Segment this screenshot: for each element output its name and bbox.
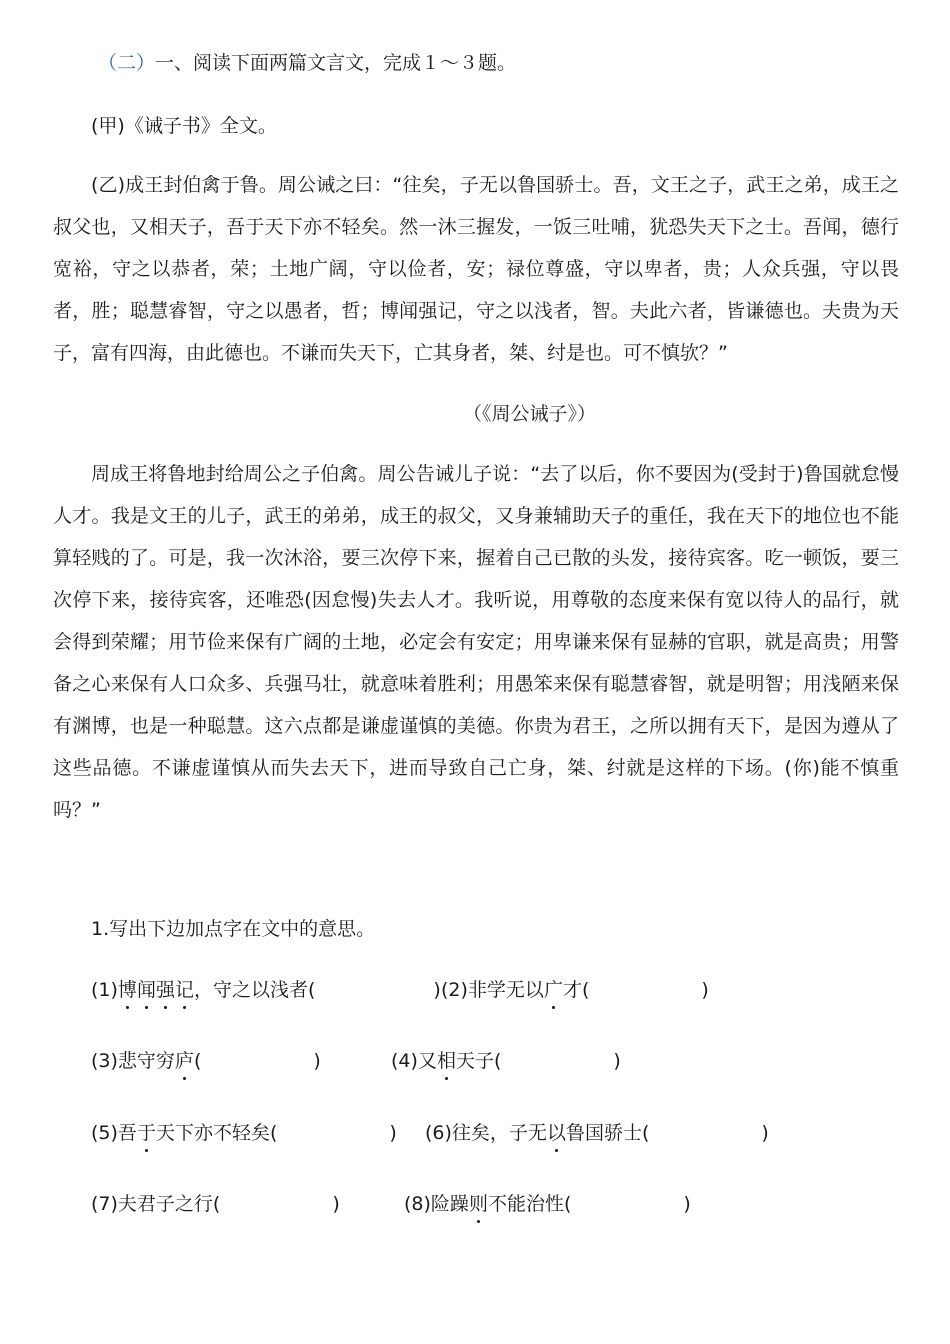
- item-number: (3): [91, 1050, 118, 1072]
- dotted-chars: [544, 979, 563, 1001]
- dotted-chars: [547, 1122, 566, 1144]
- dotted-chars: [137, 1122, 156, 1144]
- question-item: (3)悲守穷庐( ): [91, 1050, 321, 1072]
- source-citation: （《周公诫子》）: [463, 403, 597, 425]
- dotted-char: 于: [136, 1122, 156, 1144]
- item-number: (2): [441, 979, 468, 1001]
- question-title: 1.写出下边加点字在文中的意思。: [91, 918, 376, 940]
- section-heading: [98, 50, 516, 76]
- dotted-char: 以: [546, 1122, 566, 1144]
- dotted-char: 记: [174, 979, 194, 1001]
- item-number: (8): [404, 1193, 431, 1215]
- item-number: (7): [91, 1193, 118, 1215]
- section-tag: （二）: [98, 52, 156, 74]
- dotted-char: 相: [436, 1050, 456, 1072]
- question-item: (7)夫君子之行( ): [91, 1193, 340, 1215]
- dotted-chars: [175, 1050, 194, 1072]
- question-item: (6)往矣，子无以鲁国骄士( ): [425, 1122, 769, 1144]
- question-item: (8)险躁则不能治性( ): [404, 1193, 691, 1215]
- item-number: (6): [425, 1122, 452, 1144]
- section-instruction: 一、阅读下面两篇文言文，完成１～３题。: [155, 52, 517, 74]
- dotted-char: 博: [117, 979, 137, 1001]
- question-item: (5)吾于天下亦不轻矣( ): [91, 1122, 397, 1144]
- dotted-chars: [437, 1050, 456, 1072]
- dotted-char: 闻: [136, 979, 156, 1001]
- translation-passage: 周成王将鲁地封给周公之子伯禽。周公告诫儿子说：“去了以后，你不要因为(受封于)鲁国就怠慢人才。我是文王的儿子，武王的弟弟，成王的叔父，又身兼辅助天子的重任，我在天下的地位也不能算轻贱的了。可是，我一次沐浴，要三次停下来，握着自己已散的头发，接待宾客。吃一顿饭，要三次停下来，接待宾客，还唯恐(因怠慢)失去人才。我听说，用尊敬的态度来保有宽以待人的品行，就会得到荣耀；用节俭来保有广阔的土地，必定会有安定；用卑谦来保有显赫的官职，就是高贵；用警备之心来保有人口众多、兵强马壮，就意味着胜利；用愚笨来保有聪慧睿智，就是明智；用浅陋来保有渊博，也是一种聪慧。这六点都是谦虚谨慎的美德。你贵为君王，之所以拥有天下，是因为遵从了这些品德。不谦虚谨慎从而失去天下，进而导致自己亡身，桀、纣就是这样的下场。(你)能不慎重吗？”: [53, 463, 899, 821]
- question-item: (1)博闻强记，守之以浅者( ): [91, 979, 441, 1001]
- dotted-char: 强: [155, 979, 175, 1001]
- item-number: (5): [91, 1122, 118, 1144]
- question-item: (2)非学无以广才( ): [441, 979, 709, 1001]
- dotted-chars: [469, 1193, 488, 1215]
- question-item: (4)又相天子( ): [391, 1050, 621, 1072]
- item-number: (4): [391, 1050, 418, 1072]
- dotted-chars: [118, 979, 194, 1001]
- item-number: (1): [91, 979, 118, 1001]
- dotted-char: 广: [543, 979, 563, 1001]
- yi-passage: (乙)成王封伯禽于鲁。周公诫之曰：“往矣，子无以鲁国骄士。吾，文王之子，武王之弟，成王之叔父也，又相天子，吾于天下亦不轻矣。然一沐三握发，一饭三吐哺，犹恐失天下之士。吾闻，德行宽裕，守之以恭者，荣；土地广阔，守以俭者，安；禄位尊盛，守以卑者，贵；人众兵强，守以畏者，胜；聪慧睿智，守之以愚者，哲；博闻强记，守之以浅者，智。夫此六者，皆谦德也。夫贵为天子，富有四海，由此德也。不谦而失天下，亡其身者，桀、纣是也。可不慎欤？”: [53, 174, 899, 364]
- dotted-char: 则: [468, 1193, 488, 1215]
- jia-text: (甲)《诫子书》全文。: [91, 115, 277, 137]
- dotted-char: 庐: [174, 1050, 194, 1072]
